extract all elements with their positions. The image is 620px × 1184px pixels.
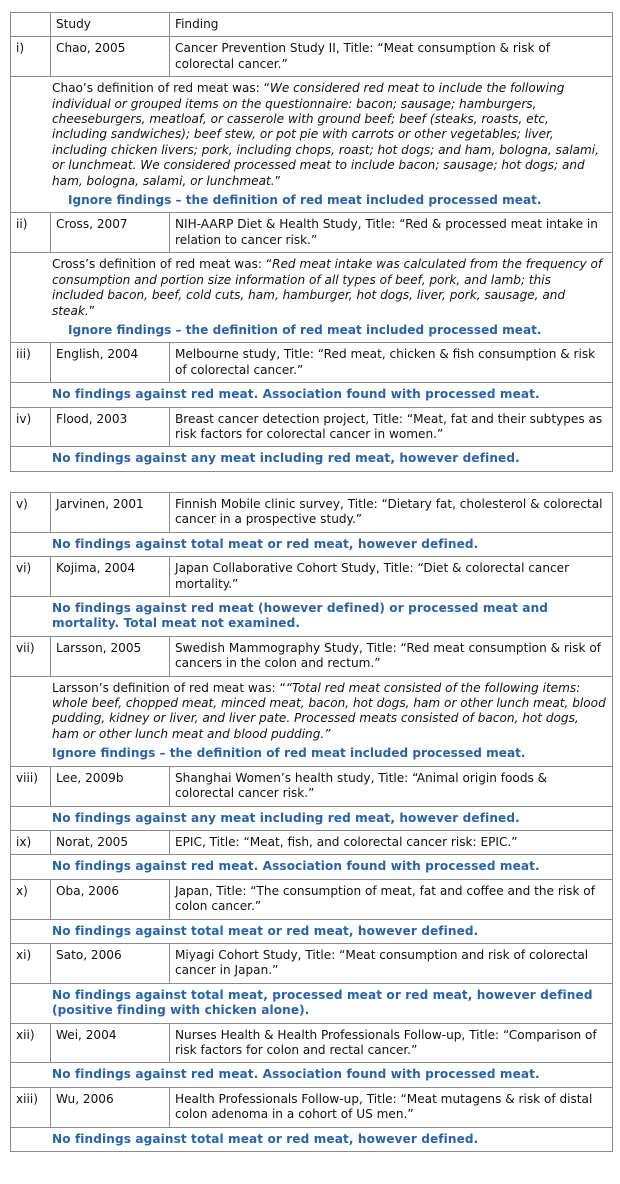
study-row <box>11 830 613 854</box>
row-number: iii) <box>11 343 51 383</box>
study-finding: Swedish Mammography Study, Title: “Red meat consumption & risk of cancers in the colon and rectum.” <box>170 636 613 676</box>
findings-table-top <box>10 12 613 472</box>
verdict-row <box>11 983 613 1023</box>
verdict-text: No findings against red meat. Association found with processed meat. <box>11 383 613 407</box>
study-row <box>11 636 613 676</box>
study-name: Lee, 2009b <box>51 766 170 806</box>
study-name: Wei, 2004 <box>51 1023 170 1063</box>
definition-row <box>11 676 613 766</box>
row-number: vi) <box>11 557 51 597</box>
definition-cell <box>11 253 613 343</box>
verdict-text: No findings against red meat. Association found with processed meat. <box>11 855 613 879</box>
row-number: x) <box>11 879 51 919</box>
row-number: xi) <box>11 943 51 983</box>
verdict-row <box>11 919 613 943</box>
verdict-row <box>11 597 613 637</box>
study-name: Larsson, 2005 <box>51 636 170 676</box>
study-finding: Health Professionals Follow-up, Title: “Meat mutagens & risk of distal colon adenoma in a cohort of US men.” <box>170 1087 613 1127</box>
study-finding: Japan, Title: “The consumption of meat, fat and coffee and the risk of colon cancer.” <box>170 879 613 919</box>
row-number: v) <box>11 493 51 533</box>
definition-quote: We considered red meat to include the following individual or grouped items on the questionnaire: bacon; sausage; hamburgers, cheeseburgers, meatloaf, or casserole with ground beef; beef (steaks, roasts, etc, including sandwiches); beef stew, or pot pie with carrots or other vegetables; liver, including chicken livers; pork, including chops, roast; hot dogs; and ham, bologna, salami, or lunchmeat. We considered processed meat to include bacon; sausage; hot dogs; and ham, bologna, salami, or lunchmeat. <box>52 81 600 188</box>
verdict-text: Ignore findings – the definition of red meat included processed meat. <box>68 322 542 337</box>
study-finding: Finnish Mobile clinic survey, Title: “Dietary fat, cholesterol & colorectal cancer in a prospective study.” <box>170 493 613 533</box>
study-finding: Shanghai Women’s health study, Title: “Animal origin foods & colorectal cancer risk.” <box>170 766 613 806</box>
study-finding: Breast cancer detection project, Title: “Meat, fat and their subtypes as risk factors for colorectal cancer in women.” <box>170 407 613 447</box>
row-number: xii) <box>11 1023 51 1063</box>
study-row <box>11 1023 613 1063</box>
row-number: ii) <box>11 213 51 253</box>
definition-lead: Larsson’s definition of red meat was: “ <box>52 680 286 695</box>
verdict-row <box>11 532 613 556</box>
study-name: Wu, 2006 <box>51 1087 170 1127</box>
row-number: i) <box>11 37 51 77</box>
study-name: Flood, 2003 <box>51 407 170 447</box>
definition-end: ” <box>274 173 281 188</box>
study-row <box>11 407 613 447</box>
study-name: Jarvinen, 2001 <box>51 493 170 533</box>
study-finding: Japan Collaborative Cohort Study, Title: “Diet & colorectal cancer mortality.” <box>170 557 613 597</box>
study-name: Kojima, 2004 <box>51 557 170 597</box>
study-row <box>11 557 613 597</box>
row-number: iv) <box>11 407 51 447</box>
verdict-row <box>11 447 613 471</box>
row-number: ix) <box>11 830 51 854</box>
verdict-text: No findings against red meat (however defined) or processed meat and mortality. Total meat not examined. <box>11 597 613 637</box>
row-number: viii) <box>11 766 51 806</box>
study-row <box>11 493 613 533</box>
study-row <box>11 1087 613 1127</box>
verdict-row <box>11 806 613 830</box>
study-finding: Cancer Prevention Study II, Title: “Meat consumption & risk of colorectal cancer.” <box>170 37 613 77</box>
verdict-text: Ignore findings – the definition of red meat included processed meat. <box>52 746 526 761</box>
header-study: Study <box>51 13 170 37</box>
definition-row <box>11 253 613 343</box>
verdict-text: No findings against any meat including red meat, however defined. <box>11 447 613 471</box>
study-finding: Melbourne study, Title: “Red meat, chicken & fish consumption & risk of colorectal cancer.” <box>170 343 613 383</box>
verdict-row <box>11 855 613 879</box>
study-row <box>11 37 613 77</box>
definition-row <box>11 77 613 213</box>
definition-quote: Red meat intake was calculated from the frequency of consumption and portion size information of all types of beef, pork, and lamb; this included bacon, beef, cold cuts, ham, hamburger, hot dogs, liver, pork, sausage, and steak. <box>52 257 603 318</box>
header-row <box>11 13 613 37</box>
study-row <box>11 343 613 383</box>
study-row <box>11 766 613 806</box>
definition-cell <box>11 77 613 213</box>
study-row <box>11 943 613 983</box>
definition-cell <box>11 676 613 766</box>
verdict-text: No findings against total meat or red meat, however defined. <box>11 919 613 943</box>
verdict-text: No findings against any meat including red meat, however defined. <box>11 806 613 830</box>
study-row <box>11 213 613 253</box>
header-finding: Finding <box>170 13 613 37</box>
study-name: English, 2004 <box>51 343 170 383</box>
verdict-row <box>11 1063 613 1087</box>
study-finding: Miyagi Cohort Study, Title: “Meat consumption and risk of colorectal cancer in Japan.” <box>170 943 613 983</box>
verdict-text: No findings against total meat or red meat, however defined. <box>11 532 613 556</box>
study-name: Cross, 2007 <box>51 213 170 253</box>
verdict-text: No findings against total meat, processed meat or red meat, however defined (positive finding with chicken alone). <box>11 983 613 1023</box>
row-number: vii) <box>11 636 51 676</box>
study-finding: Nurses Health & Health Professionals Follow-up, Title: “Comparison of risk factors for colon and rectal cancer.” <box>170 1023 613 1063</box>
verdict-text: No findings against total meat or red meat, however defined. <box>11 1127 613 1151</box>
row-number: xiii) <box>11 1087 51 1127</box>
verdict-text: No findings against red meat. Association found with processed meat. <box>11 1063 613 1087</box>
study-name: Norat, 2005 <box>51 830 170 854</box>
study-row <box>11 879 613 919</box>
study-name: Oba, 2006 <box>51 879 170 919</box>
definition-lead: Cross’s definition of red meat was: “ <box>52 257 273 272</box>
header-num-cell <box>11 13 51 37</box>
definition-lead: Chao’s definition of red meat was: “ <box>52 81 270 96</box>
study-name: Chao, 2005 <box>51 37 170 77</box>
definition-end: ” <box>88 303 96 318</box>
study-finding: EPIC, Title: “Meat, fish, and colorectal cancer risk: EPIC.” <box>170 830 613 854</box>
findings-table-bottom <box>10 492 613 1152</box>
verdict-text: Ignore findings – the definition of red meat included processed meat. <box>68 193 542 208</box>
study-name: Sato, 2006 <box>51 943 170 983</box>
verdict-row <box>11 383 613 407</box>
definition-quote: “Total red meat consisted of the following items: whole beef, chopped meat, minced meat, bacon, hot dogs, ham or other lunch meat, blood pudding, kidney or liver, and liver pate. Processed meats consisted of bacon, hot dogs, ham or other lunch meat and blood pudding.” <box>52 680 606 741</box>
verdict-row <box>11 1127 613 1151</box>
study-finding: NIH-AARP Diet & Health Study, Title: “Red & processed meat intake in relation to cancer risk.” <box>170 213 613 253</box>
